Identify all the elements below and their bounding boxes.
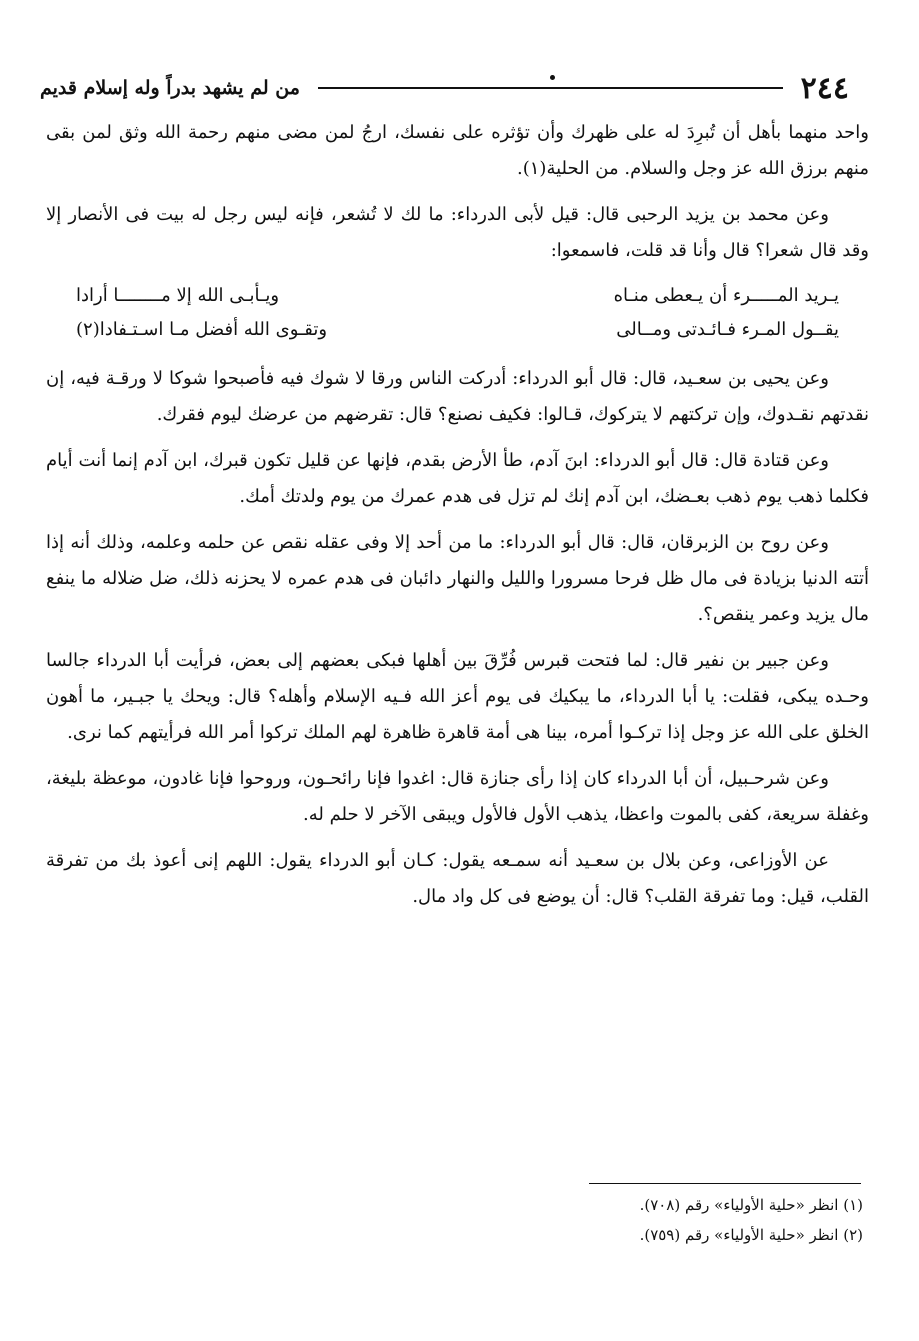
- footnotes: [60, 1190, 863, 1250]
- footnote-2: (٢) انظر «حلية الأولياء» رقم (٧٥٩).: [639, 1226, 863, 1244]
- header-rule: [318, 87, 783, 89]
- footnote-rule: [589, 1183, 861, 1184]
- paragraph-7: وعن شرحـبيل، أن أبا الدرداء كان إذا رأى جنازة قال: اغدوا فإنا رائحـون، وروحوا فإنا غادون، موعظة بليغة، وغفلة سريعة، كفى بالموت واعظا، يذهب الأول فالأول ويبقى الآخر لا حلم له.: [46, 768, 869, 825]
- poem: [46, 279, 869, 347]
- verse-1-first-hemistich: يـريد المـــــرء أن يـعطى منـاه: [613, 285, 839, 306]
- paragraph-2: وعن محمد بن يزيد الرحبى قال: قيل لأبى الدرداء: ما لك لا تُشعر، فإنه ليس رجل له بيت فى الأنصار إلا وقد قال شعرا؟ قال وأنا قد قلت، فاسمعوا:: [46, 204, 869, 261]
- footnote-1: (١) انظر «حلية الأولياء» رقم (٧٠٨).: [639, 1196, 863, 1214]
- verse-2-second-hemistich: وتقـوى الله أفضل مـا اسـتـفادا(٢): [76, 319, 328, 340]
- paragraph-1: واحد منهما بأهل أن تُبرِدَ له على ظهرك وأن تؤثره على نفسك، ارجُ لمن مضى منهم رحمة الله وثق لمن بقى منهم برزق الله عز وجل والسلام. من الحلية(١).: [46, 122, 869, 179]
- poem-verse-1: [76, 279, 839, 313]
- paragraph-5: وعن روح بن الزبرقان، قال: قال أبو الدرداء: ما من أحد إلا وفى عقله نقص عن حلمه وعلمه، وذلك أنه إذا أتته الدنيا بزيادة فى مال ظل فرحا مسرورا والليل والنهار دائبان فى هدم عمره لا يحزنه ذلك، ضل ضلاله ما ينفع مال يزيد وعمر ينقص؟.: [46, 532, 870, 625]
- paragraph-3: وعن يحيى بن سعـيد، قال: قال أبو الدرداء: أدركت الناس ورقا لا شوك فيه فأصبحوا شوكا لا ورقـة فيه، إن نقدتهم نقـدوك، وإن تركتهم لا يتركوك، قـالوا: فكيف نصنع؟ قال: تقرضهم من عرضك ليوم فقرك.: [46, 368, 869, 425]
- paragraph-8: عن الأوزاعى، وعن بلال بن سعـيد أنه سمـعه يقول: كـان أبو الدرداء يقول: اللهم إنى أعوذ بك من تفرقة القلب، قيل: وما تفرقة القلب؟ قال: أن يوضع فى كل واد مال.: [46, 850, 869, 907]
- paragraph-4: وعن قتادة قال: قال أبو الدرداء: ابنَ آدم، طأ الأرض بقدم، فإنها عن قليل تكون قبرك، ابن آدم إنما أنت أيام فكلما ذهب يوم ذهب بعـضك، ابن آدم إنك لم تزل فى هدم عمرك من يوم ولدتك أمك.: [46, 450, 869, 507]
- page-number: ٢٤٤: [800, 70, 849, 106]
- paragraph-6: وعن جبير بن نفير قال: لما فتحت قبرس فُرِّقَ بين أهلها فبكى بعضهم إلى بعض، فرأيت أبا الدرداء جالسا وحـده يبكى، فقلت: يا أبا الدرداء، ما يبكيك فى يوم أعز الله فـيه الإسلام وأهله؟ قال: ويحك يا جبـير، ما أهون الخلق على الله عز وجل إذا تركـوا أمره، بينا هى أمة قاهرة ظاهرة لهم الملك تركوا أمر الله فرأيتهم كما نرى.: [46, 650, 869, 743]
- page-body: [46, 115, 869, 925]
- poem-verse-2: [76, 313, 839, 347]
- verse-1-second-hemistich: ويـأبـى الله إلا مــــــــا أرادا: [76, 285, 280, 306]
- running-title: من لم يشهد بدراً وله إسلام قديم: [40, 77, 300, 99]
- verse-2-first-hemistich: يقــول المـرء فـائـدتى ومــالى: [616, 319, 839, 340]
- page-header: [40, 68, 849, 108]
- header-dot: [550, 75, 555, 80]
